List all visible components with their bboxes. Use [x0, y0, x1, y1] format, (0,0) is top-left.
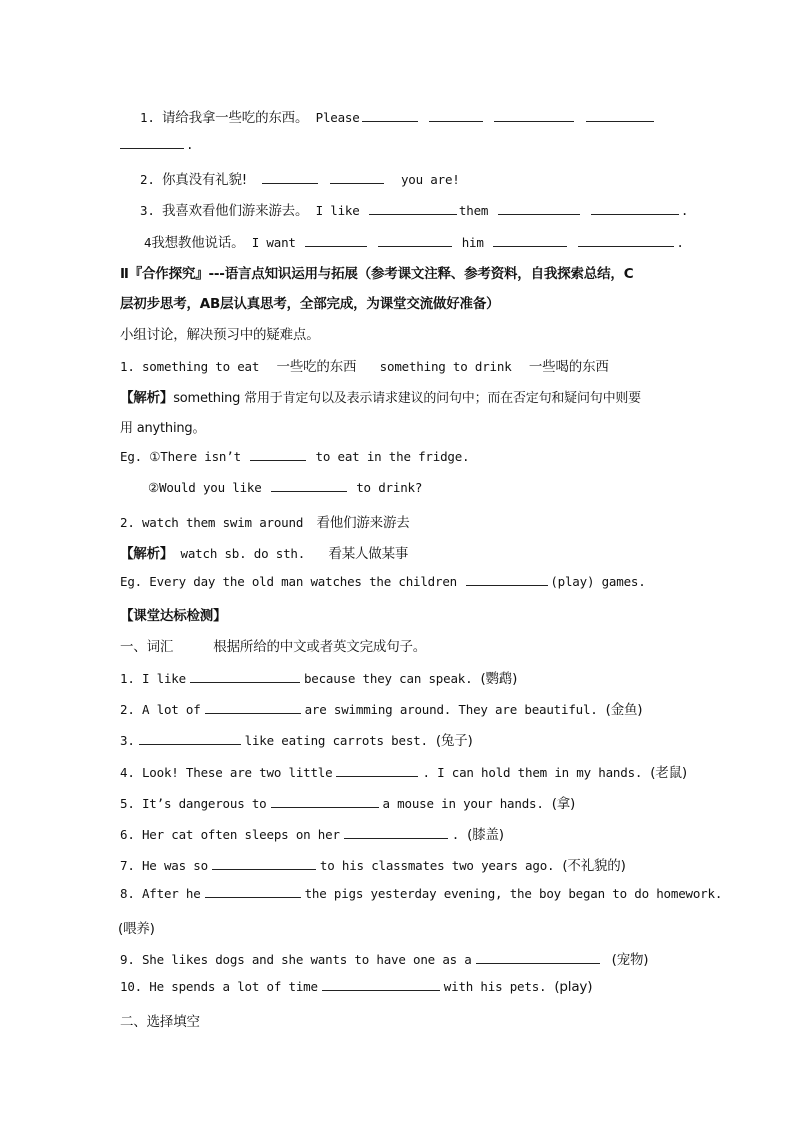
answer-blank[interactable] [493, 236, 567, 247]
chinese-meaning: 一些喝的东西 [528, 359, 609, 375]
item-hint: (宠物) [611, 952, 649, 968]
item-hint: (喂养) [118, 921, 155, 937]
english-text: I want [251, 235, 296, 250]
item-number: 1. [120, 359, 135, 374]
period: . [186, 137, 194, 152]
answer-blank[interactable] [429, 111, 483, 122]
chinese-prompt: 你真没有礼貌! [161, 172, 247, 188]
preview-line-1 [140, 106, 656, 126]
item-hint: (play) [554, 979, 593, 995]
item-hint: (拿) [551, 796, 576, 812]
english-text: you are! [400, 172, 460, 187]
item-hint: (老鼠) [650, 765, 687, 781]
chinese-meaning: 一些吃的东西 [276, 359, 357, 375]
item-text: 4. Look! These are two little [120, 765, 333, 780]
answer-blank[interactable] [586, 111, 654, 122]
point-1 [120, 355, 609, 375]
item-text: are swimming around. They are beautiful. [304, 702, 598, 717]
example-1a [120, 449, 469, 464]
item-hint: (兔子) [435, 733, 473, 749]
answer-blank[interactable] [205, 887, 301, 898]
answer-blank[interactable] [369, 204, 457, 215]
english-phrase: watch them swim around [141, 515, 304, 530]
example-text: Eg. Every day the old man watches the children [120, 574, 457, 589]
item-text: 1. I like [120, 671, 186, 686]
note-1-cont: 用 anything。 [120, 421, 206, 436]
vocab-item [120, 854, 626, 874]
answer-blank[interactable] [190, 672, 300, 683]
answer-blank[interactable] [494, 111, 574, 122]
vocab-item [120, 667, 517, 687]
note-text: watch sb. do sth. [180, 546, 306, 561]
vocab-item [120, 948, 648, 968]
answer-blank[interactable] [336, 766, 418, 777]
english-phrase: something to eat [141, 359, 260, 374]
answer-blank[interactable] [578, 236, 674, 247]
point-2 [120, 511, 410, 531]
section-title-cont: 层初步思考，AB层认真思考，全部完成，为课堂交流做好准备） [120, 296, 500, 312]
answer-blank[interactable] [378, 236, 452, 247]
answer-blank[interactable] [250, 450, 306, 461]
vocab-item [120, 698, 642, 718]
item-hint: (金鱼) [605, 702, 643, 718]
example-text: (play) games. [550, 574, 646, 589]
note-label: 【解析】 [120, 390, 174, 406]
section-intro: 小组讨论，解决预习中的疑难点。 [120, 327, 320, 343]
note-1 [120, 386, 641, 406]
item-number: 3. [140, 203, 155, 218]
item-text: 2. A lot of [120, 702, 201, 717]
vocab-item [120, 823, 504, 843]
answer-blank[interactable] [466, 575, 548, 586]
note-label: 【解析】 [120, 546, 174, 562]
answer-blank[interactable] [139, 734, 241, 745]
note-2 [120, 542, 408, 562]
test-title: 【课堂达标检测】 [120, 608, 227, 624]
english-text: him [461, 235, 484, 250]
vocab-item-cont [118, 917, 155, 937]
section-title: Ⅱ『合作探究』---语言点知识运用与拓展（参考课文注释、参考资料，自我探索总结，C [120, 266, 634, 282]
item-number: 4 [144, 235, 152, 250]
answer-blank[interactable] [344, 828, 448, 839]
chinese-prompt: 我想教他说话。 [151, 235, 245, 251]
item-text: 10. He spends a lot of time [120, 979, 318, 994]
english-text: Please [315, 110, 360, 125]
item-number: 1. [140, 110, 155, 125]
answer-blank[interactable] [262, 173, 318, 184]
answer-blank[interactable] [120, 138, 184, 149]
item-text: 6. Her cat often sleeps on her [120, 827, 340, 842]
english-text: them [458, 203, 489, 218]
answer-blank[interactable] [271, 481, 347, 492]
item-text: the pigs yesterday evening, the boy began to do homework. [304, 886, 723, 901]
answer-blank[interactable] [305, 236, 367, 247]
item-text: with his pets. [443, 979, 547, 994]
example-2 [120, 574, 646, 589]
vocab-item [120, 792, 575, 812]
item-text: 8. After he [120, 886, 201, 901]
example-text: ②Would you like [148, 480, 262, 495]
note-text: something 常用于肯定句以及表示请求建议的问句中；而在否定句和疑问句中则要 [173, 391, 641, 406]
english-phrase: something to drink [379, 359, 512, 374]
item-hint: (不礼貌的) [562, 858, 626, 874]
part2-header: 二、选择填空 [120, 1014, 200, 1030]
example-1b [148, 480, 422, 495]
item-hint: (鹦鹉) [480, 671, 518, 687]
item-text: because they can speak. [303, 671, 473, 686]
item-number: 2. [140, 172, 155, 187]
item-text: like eating carrots best. [244, 733, 428, 748]
item-number: 2. [120, 515, 135, 530]
preview-line-3 [140, 199, 688, 219]
answer-blank[interactable] [498, 204, 580, 215]
answer-blank[interactable] [322, 980, 440, 991]
item-text: 3. [120, 733, 135, 748]
vocab-item [120, 886, 722, 901]
answer-blank[interactable] [591, 204, 679, 215]
item-text: . I can hold them in my hands. [422, 765, 643, 780]
chinese-prompt: 请给我拿一些吃的东西。 [161, 110, 309, 126]
item-text: 7. He was so [120, 858, 208, 873]
preview-line-1-cont [120, 137, 193, 152]
vocab-item [120, 761, 687, 781]
example-text: to eat in the fridge. [315, 449, 470, 464]
part-label: 一、词汇 [120, 639, 174, 655]
item-text: . [451, 827, 460, 842]
answer-blank[interactable] [212, 859, 316, 870]
period: . [680, 203, 689, 218]
answer-blank[interactable] [205, 703, 301, 714]
answer-blank[interactable] [271, 797, 379, 808]
english-text: I like [315, 203, 360, 218]
part-description: 根据所给的中文或者英文完成句子。 [213, 639, 427, 655]
answer-blank[interactable] [476, 953, 600, 964]
vocab-item [120, 979, 592, 995]
preview-line-2 [140, 168, 460, 188]
vocab-item [120, 729, 473, 749]
example-text: to drink? [356, 480, 423, 495]
item-hint: (膝盖) [467, 827, 504, 843]
example-text: Eg. ①There isn’t [120, 449, 241, 464]
item-text: 9. She likes dogs and she wants to have one as a [120, 952, 472, 967]
preview-line-4 [144, 231, 684, 251]
answer-blank[interactable] [330, 173, 384, 184]
period: . [676, 235, 684, 250]
part1-header [120, 635, 426, 655]
chinese-prompt: 我喜欢看他们游来游去。 [161, 203, 309, 219]
item-text: to his classmates two years ago. [319, 858, 555, 873]
item-text: 5. It’s dangerous to [120, 796, 267, 811]
chinese-meaning: 看某人做某事 [328, 546, 409, 562]
chinese-meaning: 看他们游来游去 [316, 515, 410, 531]
item-text: a mouse in your hands. [382, 796, 544, 811]
answer-blank[interactable] [362, 111, 418, 122]
